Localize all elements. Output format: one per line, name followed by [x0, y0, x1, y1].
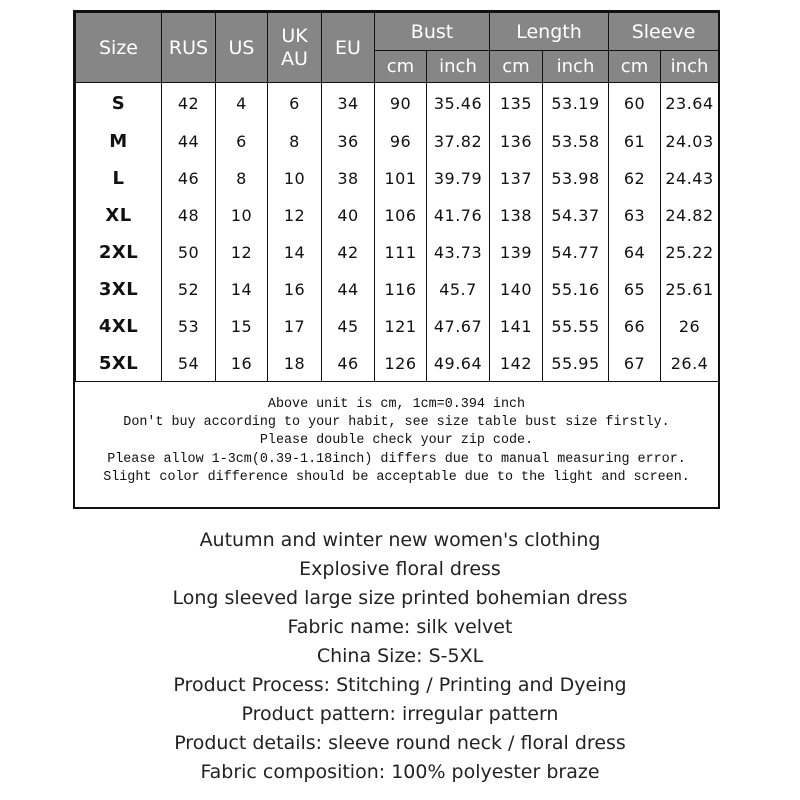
cell-eu: 34: [322, 83, 375, 124]
size-chart: [73, 10, 720, 509]
size-notes: [75, 396, 718, 487]
cell-length-cm: 137: [490, 160, 543, 197]
subheader-bust-inch: inch: [427, 51, 490, 83]
cell-bust-inch: 49.64: [427, 345, 490, 382]
cell-size: 5XL: [76, 345, 162, 382]
note-line: Don't buy according to your habit, see size table bust size firstly.: [123, 415, 670, 431]
cell-bust-inch: 45.7: [427, 271, 490, 308]
table-row: [76, 197, 719, 234]
cell-ukau: 18: [268, 345, 322, 382]
header-au: AU: [281, 47, 308, 70]
description-line: China Size: S-5XL: [316, 645, 484, 667]
header-uk: UK: [281, 24, 308, 47]
table-row: [76, 345, 719, 382]
subheader-bust-cm: cm: [375, 51, 427, 83]
description-line: Fabric name: silk velvet: [287, 616, 513, 638]
cell-ukau: 10: [268, 160, 322, 197]
table-row: [76, 83, 719, 124]
cell-eu: 42: [322, 234, 375, 271]
cell-eu: 45: [322, 308, 375, 345]
header-eu: EU: [322, 13, 375, 83]
subheader-sleeve-cm: cm: [609, 51, 661, 83]
cell-length-inch: 53.98: [543, 160, 609, 197]
cell-eu: 36: [322, 123, 375, 160]
table-body: [76, 83, 719, 382]
cell-eu: 44: [322, 271, 375, 308]
cell-bust-cm: 116: [375, 271, 427, 308]
cell-length-cm: 142: [490, 345, 543, 382]
header-length: Length: [490, 13, 609, 51]
cell-size: L: [76, 160, 162, 197]
cell-bust-cm: 126: [375, 345, 427, 382]
product-description: [0, 526, 800, 787]
cell-rus: 53: [162, 308, 216, 345]
cell-bust-cm: 106: [375, 197, 427, 234]
cell-length-cm: 140: [490, 271, 543, 308]
cell-ukau: 16: [268, 271, 322, 308]
cell-sleeve-cm: 64: [609, 234, 661, 271]
cell-length-cm: 141: [490, 308, 543, 345]
header-ukau: [268, 13, 322, 83]
cell-sleeve-inch: 26.4: [661, 345, 719, 382]
cell-bust-cm: 121: [375, 308, 427, 345]
description-line: Autumn and winter new women's clothing: [199, 529, 601, 551]
cell-size: 4XL: [76, 308, 162, 345]
cell-size: M: [76, 123, 162, 160]
cell-sleeve-cm: 61: [609, 123, 661, 160]
cell-sleeve-cm: 66: [609, 308, 661, 345]
note-line: Slight color difference should be acceptable due to the light and screen.: [103, 469, 690, 485]
cell-length-inch: 54.77: [543, 234, 609, 271]
cell-rus: 42: [162, 83, 216, 124]
cell-length-cm: 136: [490, 123, 543, 160]
note-line: Please double check your zip code.: [259, 433, 534, 449]
cell-eu: 46: [322, 345, 375, 382]
description-line: Explosive floral dress: [299, 558, 501, 580]
subheader-sleeve-inch: inch: [661, 51, 719, 83]
header-us: US: [216, 13, 268, 83]
cell-us: 6: [216, 123, 268, 160]
cell-bust-cm: 111: [375, 234, 427, 271]
cell-length-inch: 55.16: [543, 271, 609, 308]
cell-length-inch: 53.58: [543, 123, 609, 160]
cell-rus: 46: [162, 160, 216, 197]
table-row: [76, 160, 719, 197]
cell-bust-cm: 96: [375, 123, 427, 160]
cell-size: 2XL: [76, 234, 162, 271]
cell-ukau: 14: [268, 234, 322, 271]
cell-sleeve-inch: 23.64: [661, 83, 719, 124]
cell-sleeve-inch: 24.82: [661, 197, 719, 234]
cell-length-cm: 139: [490, 234, 543, 271]
header-bust: Bust: [375, 13, 490, 51]
cell-bust-inch: 39.79: [427, 160, 490, 197]
cell-bust-inch: 35.46: [427, 83, 490, 124]
cell-us: 14: [216, 271, 268, 308]
description-line: Fabric composition: 100% polyester braze: [200, 761, 600, 783]
subheader-length-cm: cm: [490, 51, 543, 83]
cell-size: XL: [76, 197, 162, 234]
cell-length-inch: 55.55: [543, 308, 609, 345]
cell-bust-inch: 47.67: [427, 308, 490, 345]
cell-sleeve-inch: 24.03: [661, 123, 719, 160]
cell-bust-cm: 90: [375, 83, 427, 124]
cell-length-inch: 53.19: [543, 83, 609, 124]
description-line: Product pattern: irregular pattern: [241, 703, 559, 725]
cell-sleeve-inch: 25.22: [661, 234, 719, 271]
description-line: Product Process: Stitching / Printing and Dyeing: [173, 674, 627, 696]
cell-ukau: 8: [268, 123, 322, 160]
cell-length-cm: 138: [490, 197, 543, 234]
cell-length-inch: 54.37: [543, 197, 609, 234]
cell-sleeve-cm: 60: [609, 83, 661, 124]
note-line: Above unit is cm, 1cm=0.394 inch: [267, 397, 526, 412]
table-row: [76, 308, 719, 345]
note-line: Please allow 1-3cm(0.39-1.18inch) differs due to manual measuring error.: [107, 451, 686, 467]
subheader-length-inch: inch: [543, 51, 609, 83]
cell-sleeve-inch: 25.61: [661, 271, 719, 308]
cell-sleeve-cm: 62: [609, 160, 661, 197]
cell-size: 3XL: [76, 271, 162, 308]
description-line: Long sleeved large size printed bohemian dress: [172, 587, 628, 609]
cell-rus: 54: [162, 345, 216, 382]
cell-rus: 48: [162, 197, 216, 234]
cell-eu: 38: [322, 160, 375, 197]
header-sleeve: Sleeve: [609, 13, 719, 51]
table-row: [76, 234, 719, 271]
header-row: [76, 13, 719, 51]
cell-us: 10: [216, 197, 268, 234]
cell-sleeve-cm: 67: [609, 345, 661, 382]
cell-us: 12: [216, 234, 268, 271]
cell-eu: 40: [322, 197, 375, 234]
cell-sleeve-inch: 26: [661, 308, 719, 345]
table-row: [76, 123, 719, 160]
cell-length-inch: 55.95: [543, 345, 609, 382]
cell-size: S: [76, 83, 162, 124]
cell-ukau: 12: [268, 197, 322, 234]
cell-bust-inch: 41.76: [427, 197, 490, 234]
cell-ukau: 17: [268, 308, 322, 345]
cell-rus: 52: [162, 271, 216, 308]
cell-sleeve-cm: 63: [609, 197, 661, 234]
cell-rus: 44: [162, 123, 216, 160]
cell-us: 8: [216, 160, 268, 197]
cell-sleeve-cm: 65: [609, 271, 661, 308]
cell-sleeve-inch: 24.43: [661, 160, 719, 197]
table-row: [76, 271, 719, 308]
header-rus: RUS: [162, 13, 216, 83]
cell-us: 16: [216, 345, 268, 382]
cell-length-cm: 135: [490, 83, 543, 124]
cell-us: 4: [216, 83, 268, 124]
cell-rus: 50: [162, 234, 216, 271]
cell-bust-cm: 101: [375, 160, 427, 197]
cell-us: 15: [216, 308, 268, 345]
size-table: [75, 12, 719, 382]
description-line: Product details: sleeve round neck / floral dress: [174, 732, 626, 754]
cell-ukau: 6: [268, 83, 322, 124]
header-size: Size: [76, 13, 162, 83]
cell-bust-inch: 43.73: [427, 234, 490, 271]
cell-bust-inch: 37.82: [427, 123, 490, 160]
